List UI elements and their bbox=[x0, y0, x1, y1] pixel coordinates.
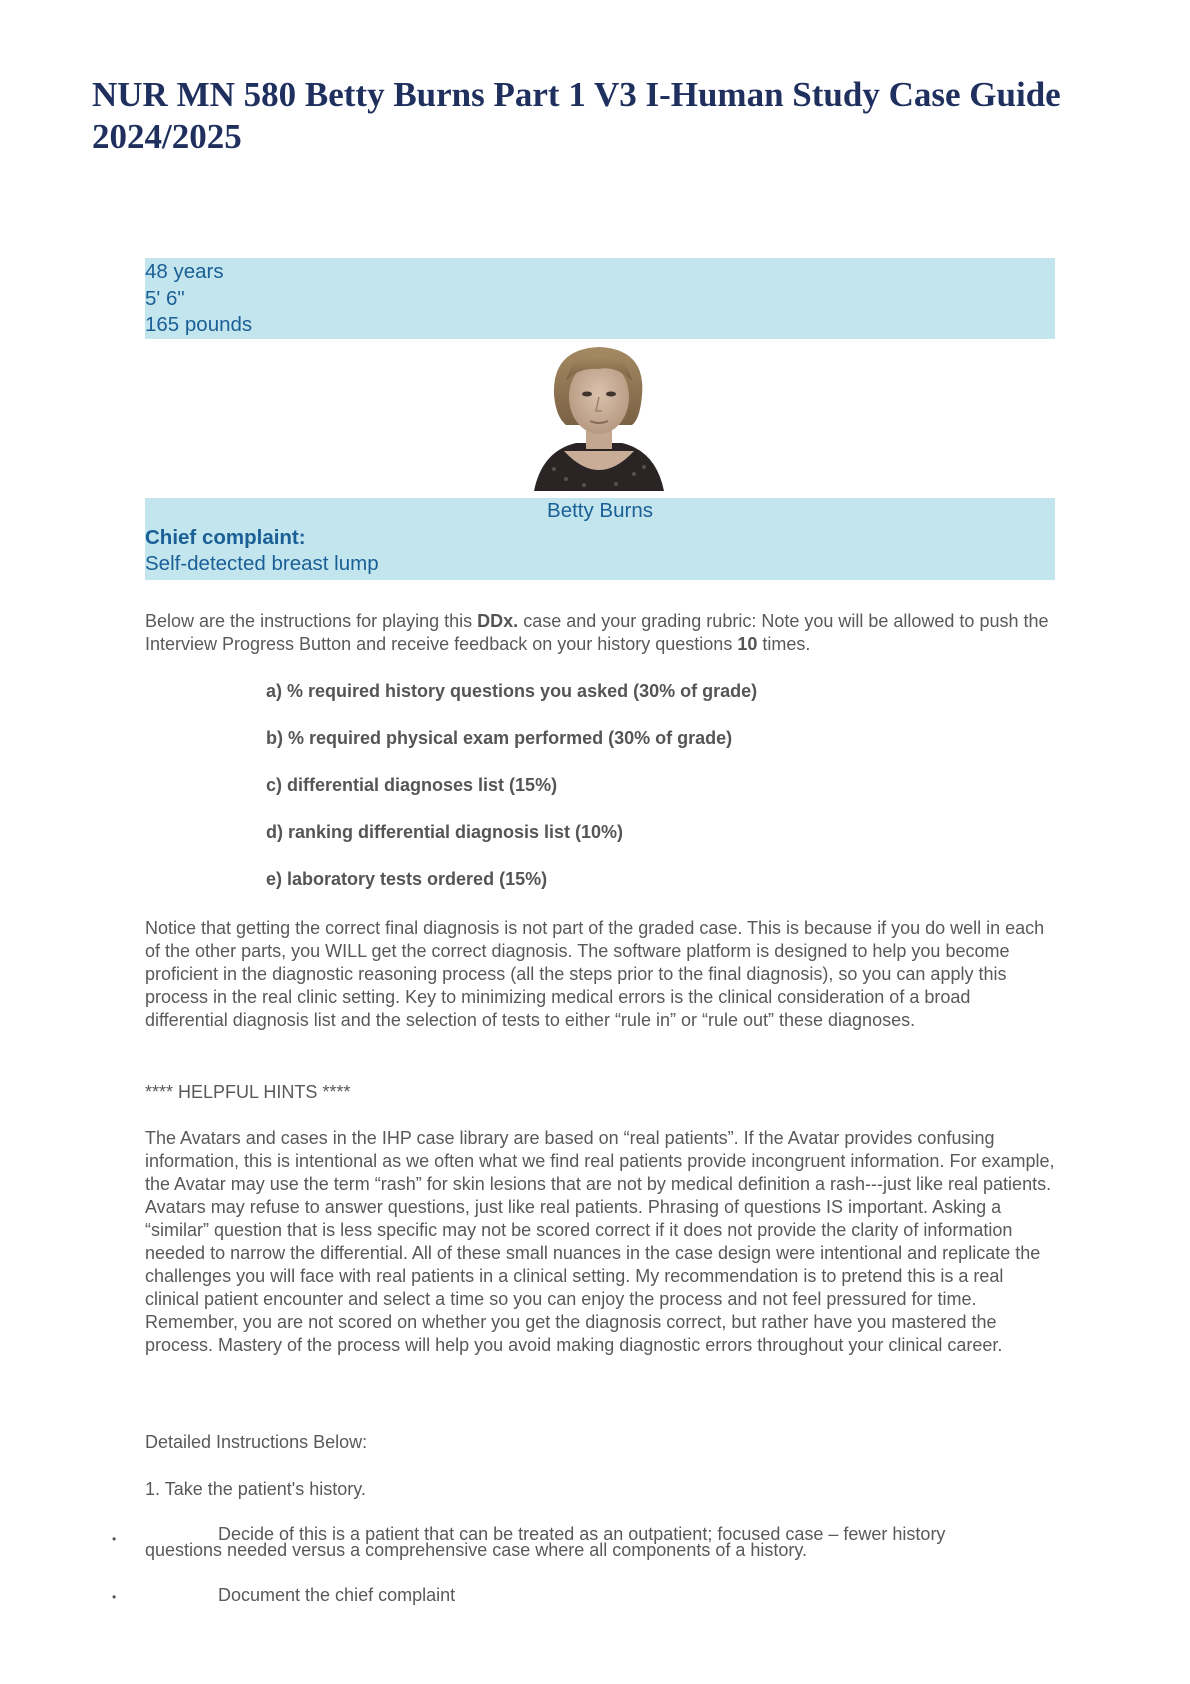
avatars-paragraph: The Avatars and cases in the IHP case library are based on “real patients”. If the Avatar provides confusing information, this is intentional as we often what we find real patients provide incongruent information. For example, the Avatar may use the term “rash” for skin lesions that are not by medical definition a rash---just like real patients. Avatars may refuse to answer questions, just like real patients. Phrasing of questions IS important. Asking a “similar” question that is less specific may not be scored correct if it does not provide the clarity of information needed to narrow the differential. All of these small nuances in the case design were intentional and replicate the challenges you will face with real patients in a clinical setting. My recommendation is to pretend this is a real clinical patient encounter and select a time so you can enjoy the process and not feel pressured for time. Remember, you are not scored on whether you get the diagnosis correct, but rather have you mastered the process. Mastery of the process will help you avoid making diagnostic errors throughout your clinical career. bbox=[145, 1128, 1055, 1355]
patient-vitals-band bbox=[145, 258, 1055, 339]
feedback-count: 10 bbox=[737, 634, 758, 654]
step-1-history: 1. Take the patient's history. bbox=[145, 1479, 366, 1499]
rubric-item-labs: e) laboratory tests ordered (15%) bbox=[266, 869, 548, 889]
ddx-label: DDx. bbox=[477, 611, 519, 631]
patient-name: Betty Burns bbox=[547, 499, 653, 522]
intro-text-1: Below are the instructions for playing this bbox=[145, 611, 478, 631]
bullet-outpatient-line-2: questions needed versus a comprehensive case where all components of a history. bbox=[145, 1540, 808, 1560]
bullet-marker: • bbox=[112, 1532, 117, 1546]
helpful-hints-heading: **** HELPFUL HINTS **** bbox=[145, 1082, 351, 1102]
rubric-item-ranking: d) ranking differential diagnosis list (10%) bbox=[266, 822, 624, 842]
rubric-item-differential: c) differential diagnoses list (15%) bbox=[266, 775, 558, 795]
detailed-instructions-heading: Detailed Instructions Below: bbox=[145, 1432, 368, 1452]
rubric-item-physical-exam: b) % required physical exam performed (30% of grade) bbox=[266, 728, 733, 748]
chief-complaint-value: Self-detected breast lump bbox=[145, 552, 379, 575]
bullet-marker: • bbox=[112, 1590, 117, 1604]
bullet-outpatient-line-1: Decide of this is a patient that can be treated as an outpatient; focused case – fewer history bbox=[218, 1524, 946, 1544]
patient-info-band bbox=[145, 498, 1055, 580]
bullet-chief-complaint: Document the chief complaint bbox=[218, 1585, 456, 1605]
intro-text-3: times. bbox=[757, 634, 811, 654]
instructions-intro bbox=[145, 610, 1055, 656]
chief-complaint-label: Chief complaint: bbox=[145, 525, 306, 549]
rubric-item-history: a) % required history questions you asked (30% of grade) bbox=[266, 681, 758, 701]
patient-height: 5' 6" bbox=[145, 286, 185, 310]
intro-text-2: case and your grading rubric: Note you will be allowed to push the Interview Progress Button and receive feedback on your history questions bbox=[145, 611, 1049, 654]
notice-paragraph: Notice that getting the correct final diagnosis is not part of the graded case. This is because if you do well in each of the other parts, you WILL get the correct diagnosis. The software platform is designed to help you become proficient in the diagnostic reasoning process (all the steps prior to the final diagnosis), so you can apply this process in the real clinic setting. Key to minimizing medical errors is the clinical consideration of a broad differential diagnosis list and the selection of tests to either “rule in” or “rule out” these diagnoses. bbox=[145, 918, 1045, 1030]
document-title: NUR MN 580 Betty Burns Part 1 V3 I-Human Study Case Guide 2024/2025 bbox=[92, 75, 1061, 156]
patient-weight: 165 pounds bbox=[145, 313, 253, 336]
patient-age: 48 years bbox=[145, 260, 224, 283]
patient-avatar-image bbox=[524, 339, 674, 491]
